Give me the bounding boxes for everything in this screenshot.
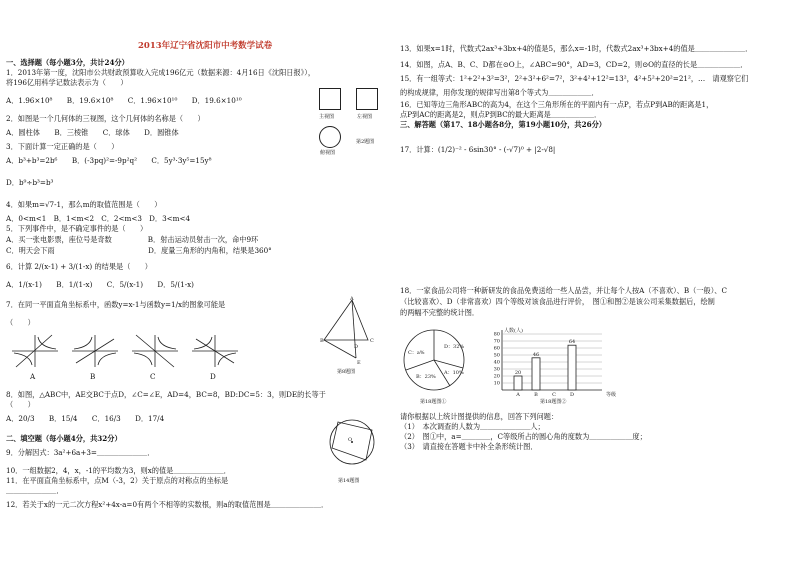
figure-8-triangle xyxy=(320,296,380,368)
question-4-options: A．0<m<1 B．1<m<2 C．2<m<3 D．3<m<4 xyxy=(6,214,191,223)
question-8-paren: （ ） xyxy=(6,400,35,409)
question-16: 16．已知等边三角形ABC的高为4，在这个三角形所在的平面内有一点P，若点P到AB的距离是1， xyxy=(400,100,714,109)
question-7-paren: （ ） xyxy=(6,318,35,327)
svg-text:E: E xyxy=(357,360,361,366)
pie-divider-4 xyxy=(406,360,434,370)
bar-A xyxy=(514,376,522,390)
page-title: 2013年辽宁省沈阳市中考数学试卷 xyxy=(138,41,273,51)
question-7: 7．在同一平面直角坐标系中，函数y=x-1与函数y=1/x的图象可能是 xyxy=(6,300,226,309)
pie-label-a: A：10% xyxy=(444,370,464,376)
y-tick-label: 50 xyxy=(493,352,500,359)
front-view-label: 主视图 xyxy=(319,114,335,120)
question-1-options: A．1.96×10⁸ B．19.6×10⁸ C．1.96×10¹⁰ D．19.6×10¹⁰ xyxy=(6,96,242,105)
graph-b xyxy=(72,335,118,367)
question-2-options: A．圆柱体 B．三棱锥 C．球体 D．圆锥体 xyxy=(6,128,179,137)
category-label-B: B xyxy=(534,392,538,398)
question-15: 15．有一组等式：1²+2²+3²=3²，2²+3²+6²=7²，3²+4²+12²=13²，4²+5²+20²=21²，… 请观察它们 xyxy=(400,74,749,83)
y-tick-label: 10 xyxy=(493,380,500,387)
question-18-cont2: 的两幅不完整的统计图． xyxy=(400,308,480,317)
y-tick-label: 70 xyxy=(493,338,500,345)
svg-text:C: C xyxy=(370,338,374,344)
question-16-cont: 点P到AC的距离是2，则点P到BC的最大距离是＿＿＿＿＿＿． xyxy=(400,110,602,119)
section-2-heading: 二、填空题（每小题4分，共32分） xyxy=(6,434,122,443)
graph-d xyxy=(192,335,238,367)
svg-text:D: D xyxy=(354,344,359,350)
figure-8-caption: 第8题图 xyxy=(337,369,356,375)
y-tick-label: 80 xyxy=(493,331,500,338)
question-7-graphs xyxy=(10,333,242,369)
y-tick-label: 40 xyxy=(493,359,500,366)
figure-14-circle xyxy=(324,414,380,474)
y-tick-label: 20 xyxy=(493,373,500,380)
bar-value-B: 46 xyxy=(532,351,540,358)
question-18-3: （3） 请直接在答题卡中补全条形统计图． xyxy=(400,442,538,451)
svg-text:B: B xyxy=(320,338,324,344)
question-18-prompt: 请你根据以上统计图提供的信息，回答下列问题： xyxy=(400,412,559,421)
question-3: 3．下面计算一定正确的是（ ） xyxy=(6,142,119,151)
fig2-label: 第2题图 xyxy=(356,139,375,145)
pie-chart xyxy=(398,326,474,396)
question-18-cont: （比较喜欢）、D（非常喜欢）四个等级对该食品进行评价， 图①和图②是该公司采集数据后，绘制 xyxy=(400,297,715,306)
graph-b-label: B xyxy=(90,372,96,381)
graph-a xyxy=(12,335,58,367)
question-2: 2．如图是一个几何体的三视图，这个几何体的名称是（ ） xyxy=(6,114,205,123)
category-label-A: A xyxy=(516,392,520,398)
side-view-label: 左视图 xyxy=(357,114,373,120)
pie-caption: 第18题图① xyxy=(420,399,447,405)
x-axis-label: 等级 xyxy=(606,392,617,398)
question-18: 18．一家食品公司将一种新研发的食品免费送给一些人品尝，并让每个人按A（不喜欢）、B（一般）、C xyxy=(400,286,727,295)
bar-chart xyxy=(486,326,626,400)
question-10: 10．一组数据2，4，x，-1的平均数为3，则x的值是＿＿＿＿＿＿＿． xyxy=(6,466,231,475)
section-3-heading: 三、解答题（第17、18小题各8分，第19小题10分，共26分） xyxy=(400,120,606,129)
question-9: 9．分解因式：3a²+6a+3=＿＿＿＿＿＿＿． xyxy=(6,448,155,457)
y-tick-label: 30 xyxy=(493,366,500,373)
svg-text:A: A xyxy=(350,296,354,302)
bar-value-A: 20 xyxy=(514,370,522,376)
question-1: 1．2013年第一度，沈阳市公共财政预算收入完成196亿元（数据来源：4月16日《沈阳日报》）， xyxy=(6,68,316,77)
question-5-a: A．买一张电影票，座位号是奇数 B．射击运动员射击一次，命中9环 xyxy=(6,235,259,244)
pie-label-b: B：23% xyxy=(416,374,436,380)
question-8-options: A．20/3 B．15/4 C．16/3 D．17/4 xyxy=(6,414,165,423)
graph-a-label: A xyxy=(30,372,36,381)
y-tick-label: 60 xyxy=(493,345,500,352)
figure-14-caption: 第14题图 xyxy=(338,478,360,484)
question-4: 4．如果m=√7-1，那么m的取值范围是（ ） xyxy=(6,200,162,209)
question-18-1: （1） 本次调查的人数为＿＿＿＿＿＿＿人； xyxy=(400,422,545,431)
top-view-label: 俯视图 xyxy=(320,150,336,156)
category-label-C: C xyxy=(552,392,556,398)
bar-D xyxy=(568,345,576,390)
question-13: 13．如果x=1时，代数式2ax³+3bx+4的值是5，那么x=-1时，代数式2ax³+3bx+4的值是＿＿＿＿＿＿＿． xyxy=(400,44,753,53)
question-11: 11．在平面直角坐标系中，点M（-3，2）关于原点的对称点的坐标是 xyxy=(6,476,229,485)
svg-text:O: O xyxy=(348,437,353,443)
question-17: 17．计算：(1/2)⁻² - 6sin30° - (-√7)⁰ + |2-√8| xyxy=(400,145,556,154)
question-8: 8．如图，△ABC中，AE交BC于点D，∠C=∠E，AD=4，BC=8，BD:DC=5：3，则DE的长等于 xyxy=(6,390,326,399)
question-6: 6．计算 2/(x-1) + 3/(1-x) 的结果是（ ） xyxy=(6,262,152,271)
question-11-blank: ＿＿＿＿＿＿＿． xyxy=(6,486,64,495)
question-1-cont: 将196亿用科学记数法表示为（ ） xyxy=(6,78,128,87)
question-15-cont: 的构成规律，用你发现的规律写出第8个等式为＿＿＿＿＿＿． xyxy=(400,88,599,97)
question-6-options: A．1/(x-1) B．1/(1-x) C．5/(x-1) D．5/(1-x) xyxy=(6,280,194,289)
question-14: 14．如图，点A、B、C、D都在⊙O上，∠ABC=90°，AD=3，CD=2，则⊙O的直径的长是＿＿＿＿＿＿． xyxy=(400,60,748,69)
y-axis-label: 人数(人) xyxy=(504,328,523,334)
question-3-options: A．b³+b³=2b⁶ B．(-3pq)²=-9p²q² C．5y³·3y⁵=15y⁸ xyxy=(6,156,212,165)
pie-label-c: C：a% xyxy=(408,350,425,356)
graph-d-label: D xyxy=(210,372,216,381)
bar-caption: 第18题图② xyxy=(540,399,567,405)
question-12: 12．若关于x的一元二次方程x²+4x-a=0有两个不相等的实数根，则a的取值范围是＿＿＿＿＿＿＿． xyxy=(6,500,329,509)
pie-label-d: D：32% xyxy=(444,344,465,350)
question-5: 5．下列事件中，是不确定事件的是（ ） xyxy=(6,224,148,233)
bar-value-D: 64 xyxy=(568,339,576,346)
graph-c-label: C xyxy=(150,372,156,381)
section-1-heading: 一、选择题（每小题3分，共计24分） xyxy=(6,58,129,67)
front-view-square xyxy=(319,88,341,110)
bar-B xyxy=(532,358,540,390)
side-view-square xyxy=(356,88,378,110)
graph-c xyxy=(132,335,178,367)
question-18-2: （2） 图①中，a=＿＿＿＿，C等级所占的圆心角的度数为＿＿＿＿＿＿度； xyxy=(400,432,647,441)
top-view-circle xyxy=(319,126,341,148)
question-3-d: D．b⁹÷b³=b³ xyxy=(6,178,54,187)
question-5-c: C．明天会下雨 D．度量三角形的内角和，结果是360° xyxy=(6,246,272,255)
category-label-D: D xyxy=(569,392,575,398)
